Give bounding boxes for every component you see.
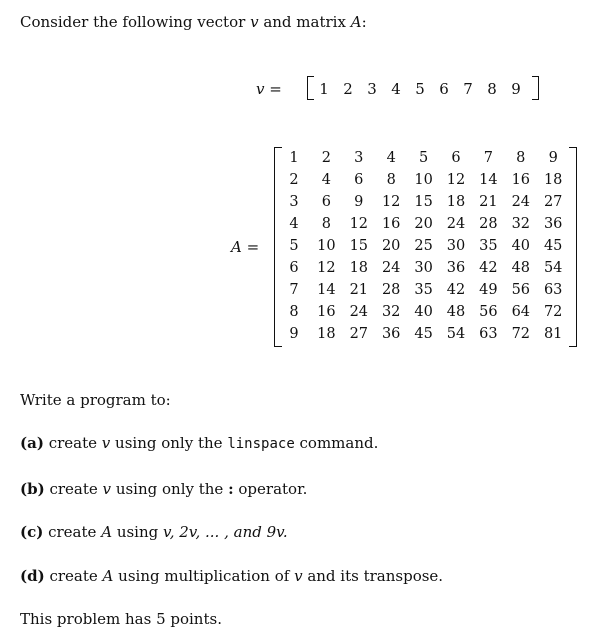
part-a-label: (a) bbox=[20, 434, 44, 452]
matrix-right-bracket bbox=[569, 147, 577, 347]
matrix-cell: 15 bbox=[414, 194, 433, 210]
matrix-cell: 18 bbox=[349, 260, 369, 276]
matrix-cell: 45 bbox=[543, 238, 563, 254]
matrix-cell: 10 bbox=[414, 172, 433, 188]
matrix-cell: 45 bbox=[414, 326, 433, 342]
matrix-cell: 24 bbox=[446, 216, 466, 232]
part-a-symbol: v bbox=[101, 434, 111, 452]
part-d bbox=[20, 567, 443, 585]
matrix-cell: 28 bbox=[479, 216, 498, 232]
intro-text: Consider the following vector bbox=[20, 13, 246, 31]
part-a-code: linspace bbox=[227, 436, 295, 452]
part-d-pre: create bbox=[49, 567, 98, 585]
matrix-cell: 35 bbox=[414, 282, 433, 298]
matrix-cell: 18 bbox=[317, 326, 336, 342]
matrix-cell: 20 bbox=[414, 216, 433, 232]
matrix-cell: 18 bbox=[446, 194, 466, 210]
matrix-cell: 54 bbox=[543, 260, 563, 276]
matrix-symbol: A bbox=[231, 238, 242, 256]
part-b-pre: create bbox=[49, 480, 98, 498]
matrix-cell: 18 bbox=[543, 172, 563, 188]
matrix-cell: 63 bbox=[479, 326, 498, 342]
matrix-cell: 1 bbox=[289, 150, 299, 166]
matrix-cell: 7 bbox=[483, 150, 493, 166]
matrix-cell: 9 bbox=[354, 194, 364, 210]
part-b-code: : bbox=[228, 480, 234, 498]
part-c bbox=[20, 523, 288, 541]
matrix-cell: 36 bbox=[543, 216, 563, 232]
matrix-cell: 42 bbox=[446, 282, 466, 298]
matrix-cell: 35 bbox=[479, 238, 498, 254]
vector-label bbox=[256, 80, 282, 98]
vector-entry: 9 bbox=[511, 80, 521, 98]
matrix-cell: 16 bbox=[317, 304, 336, 320]
matrix-cell: 72 bbox=[543, 304, 563, 320]
matrix-cell: 32 bbox=[381, 304, 401, 320]
part-d-symbol-2: v bbox=[294, 567, 303, 585]
matrix-cell: 16 bbox=[511, 172, 531, 188]
matrix-cell: 3 bbox=[354, 150, 364, 166]
matrix-cell: 6 bbox=[451, 150, 461, 166]
matrix-cell: 24 bbox=[349, 304, 369, 320]
matrix-cell: 2 bbox=[321, 150, 331, 166]
vector-right-bracket bbox=[532, 76, 539, 100]
part-d-symbol: A bbox=[102, 567, 114, 585]
matrix-cell: 2 bbox=[289, 172, 299, 188]
matrix-cell: 36 bbox=[381, 326, 401, 342]
matrix-cell: 9 bbox=[548, 150, 558, 166]
part-d-mid: using multiplication of bbox=[118, 567, 290, 585]
matrix-cell: 63 bbox=[543, 282, 563, 298]
matrix-cell: 30 bbox=[414, 260, 433, 276]
part-b-mid: using only the bbox=[115, 480, 224, 498]
vector-entry: 6 bbox=[439, 80, 449, 98]
part-a bbox=[20, 434, 378, 452]
intro-and: and matrix bbox=[263, 13, 346, 31]
matrix-cell: 40 bbox=[511, 238, 531, 254]
vector-entry: 1 bbox=[319, 80, 329, 98]
write-program-heading: Write a program to: bbox=[20, 391, 171, 409]
part-b-symbol: v bbox=[102, 480, 112, 498]
matrix-cell: 16 bbox=[381, 216, 401, 232]
part-c-mid: using bbox=[116, 523, 159, 541]
matrix-cell: 9 bbox=[289, 326, 299, 342]
matrix-equals: = bbox=[246, 238, 260, 256]
matrix-cell: 49 bbox=[479, 282, 498, 298]
part-b bbox=[20, 480, 307, 498]
matrix-cell: 21 bbox=[479, 194, 498, 210]
part-a-post: command. bbox=[299, 434, 379, 452]
matrix-cell: 40 bbox=[414, 304, 433, 320]
part-b-post: operator. bbox=[238, 480, 308, 498]
matrix-cell: 4 bbox=[289, 216, 299, 232]
vector-entry: 2 bbox=[343, 80, 353, 98]
matrix-cell: 24 bbox=[511, 194, 531, 210]
matrix-cell: 12 bbox=[317, 260, 336, 276]
matrix-cell: 4 bbox=[321, 172, 331, 188]
matrix-cell: 48 bbox=[511, 260, 531, 276]
matrix-cell: 15 bbox=[349, 238, 369, 254]
matrix-cell: 14 bbox=[317, 282, 336, 298]
matrix-cell: 21 bbox=[349, 282, 369, 298]
matrix-cell: 27 bbox=[543, 194, 563, 210]
part-b-label: (b) bbox=[20, 480, 45, 498]
matrix-cell: 28 bbox=[381, 282, 401, 298]
matrix-cell: 6 bbox=[289, 260, 299, 276]
vector-entry: 4 bbox=[391, 80, 401, 98]
intro-colon: : bbox=[361, 13, 367, 31]
matrix-cell: 3 bbox=[289, 194, 299, 210]
part-d-label: (d) bbox=[20, 567, 45, 585]
matrix-cell: 6 bbox=[321, 194, 331, 210]
points-note: This problem has 5 points. bbox=[20, 610, 222, 628]
vector-entry: 7 bbox=[463, 80, 473, 98]
matrix-cell: 14 bbox=[479, 172, 498, 188]
matrix-cell: 42 bbox=[479, 260, 498, 276]
matrix-cell: 8 bbox=[386, 172, 396, 188]
part-c-symbol: A bbox=[101, 523, 113, 541]
part-a-mid: using only the bbox=[115, 434, 223, 452]
matrix-cell: 32 bbox=[511, 216, 531, 232]
intro-v-symbol: v bbox=[250, 13, 259, 31]
matrix-cell: 72 bbox=[511, 326, 531, 342]
matrix-cell: 20 bbox=[381, 238, 401, 254]
vector-entry: 8 bbox=[487, 80, 497, 98]
vector-equals: = bbox=[269, 80, 282, 98]
matrix-cell: 36 bbox=[446, 260, 466, 276]
vector-entry: 5 bbox=[415, 80, 425, 98]
part-c-pre: create bbox=[48, 523, 97, 541]
matrix-cell: 10 bbox=[317, 238, 336, 254]
matrix-cell: 54 bbox=[446, 326, 466, 342]
vector-entry: 3 bbox=[367, 80, 377, 98]
matrix-cell: 12 bbox=[381, 194, 401, 210]
vector-symbol: v bbox=[256, 80, 265, 98]
matrix-cell: 56 bbox=[479, 304, 498, 320]
part-a-pre: create bbox=[48, 434, 97, 452]
matrix-cell: 5 bbox=[418, 150, 429, 166]
matrix-cell: 24 bbox=[381, 260, 401, 276]
part-c-list: v, 2v, ... , and 9v. bbox=[163, 523, 288, 541]
matrix-cell: 8 bbox=[516, 150, 526, 166]
matrix-cell: 4 bbox=[386, 150, 396, 166]
matrix-cell: 64 bbox=[511, 304, 531, 320]
matrix-cell: 30 bbox=[446, 238, 466, 254]
part-d-post: and its transpose. bbox=[307, 567, 444, 585]
matrix-cell: 12 bbox=[446, 172, 466, 188]
matrix-cell: 48 bbox=[446, 304, 466, 320]
matrix-cell: 8 bbox=[321, 216, 331, 232]
matrix-cell: 56 bbox=[511, 282, 531, 298]
intro-sentence bbox=[20, 13, 367, 31]
matrix-cell: 12 bbox=[349, 216, 369, 232]
matrix-cell: 81 bbox=[543, 326, 563, 342]
part-c-label: (c) bbox=[20, 523, 44, 541]
matrix-label bbox=[231, 238, 259, 256]
matrix-cell: 5 bbox=[289, 238, 299, 254]
matrix-cell: 25 bbox=[414, 238, 433, 254]
matrix-cell: 8 bbox=[289, 304, 299, 320]
intro-a-symbol: A bbox=[350, 13, 362, 31]
matrix-cell: 6 bbox=[354, 172, 364, 188]
matrix-cell: 7 bbox=[289, 282, 299, 298]
matrix-cell: 27 bbox=[349, 326, 369, 342]
